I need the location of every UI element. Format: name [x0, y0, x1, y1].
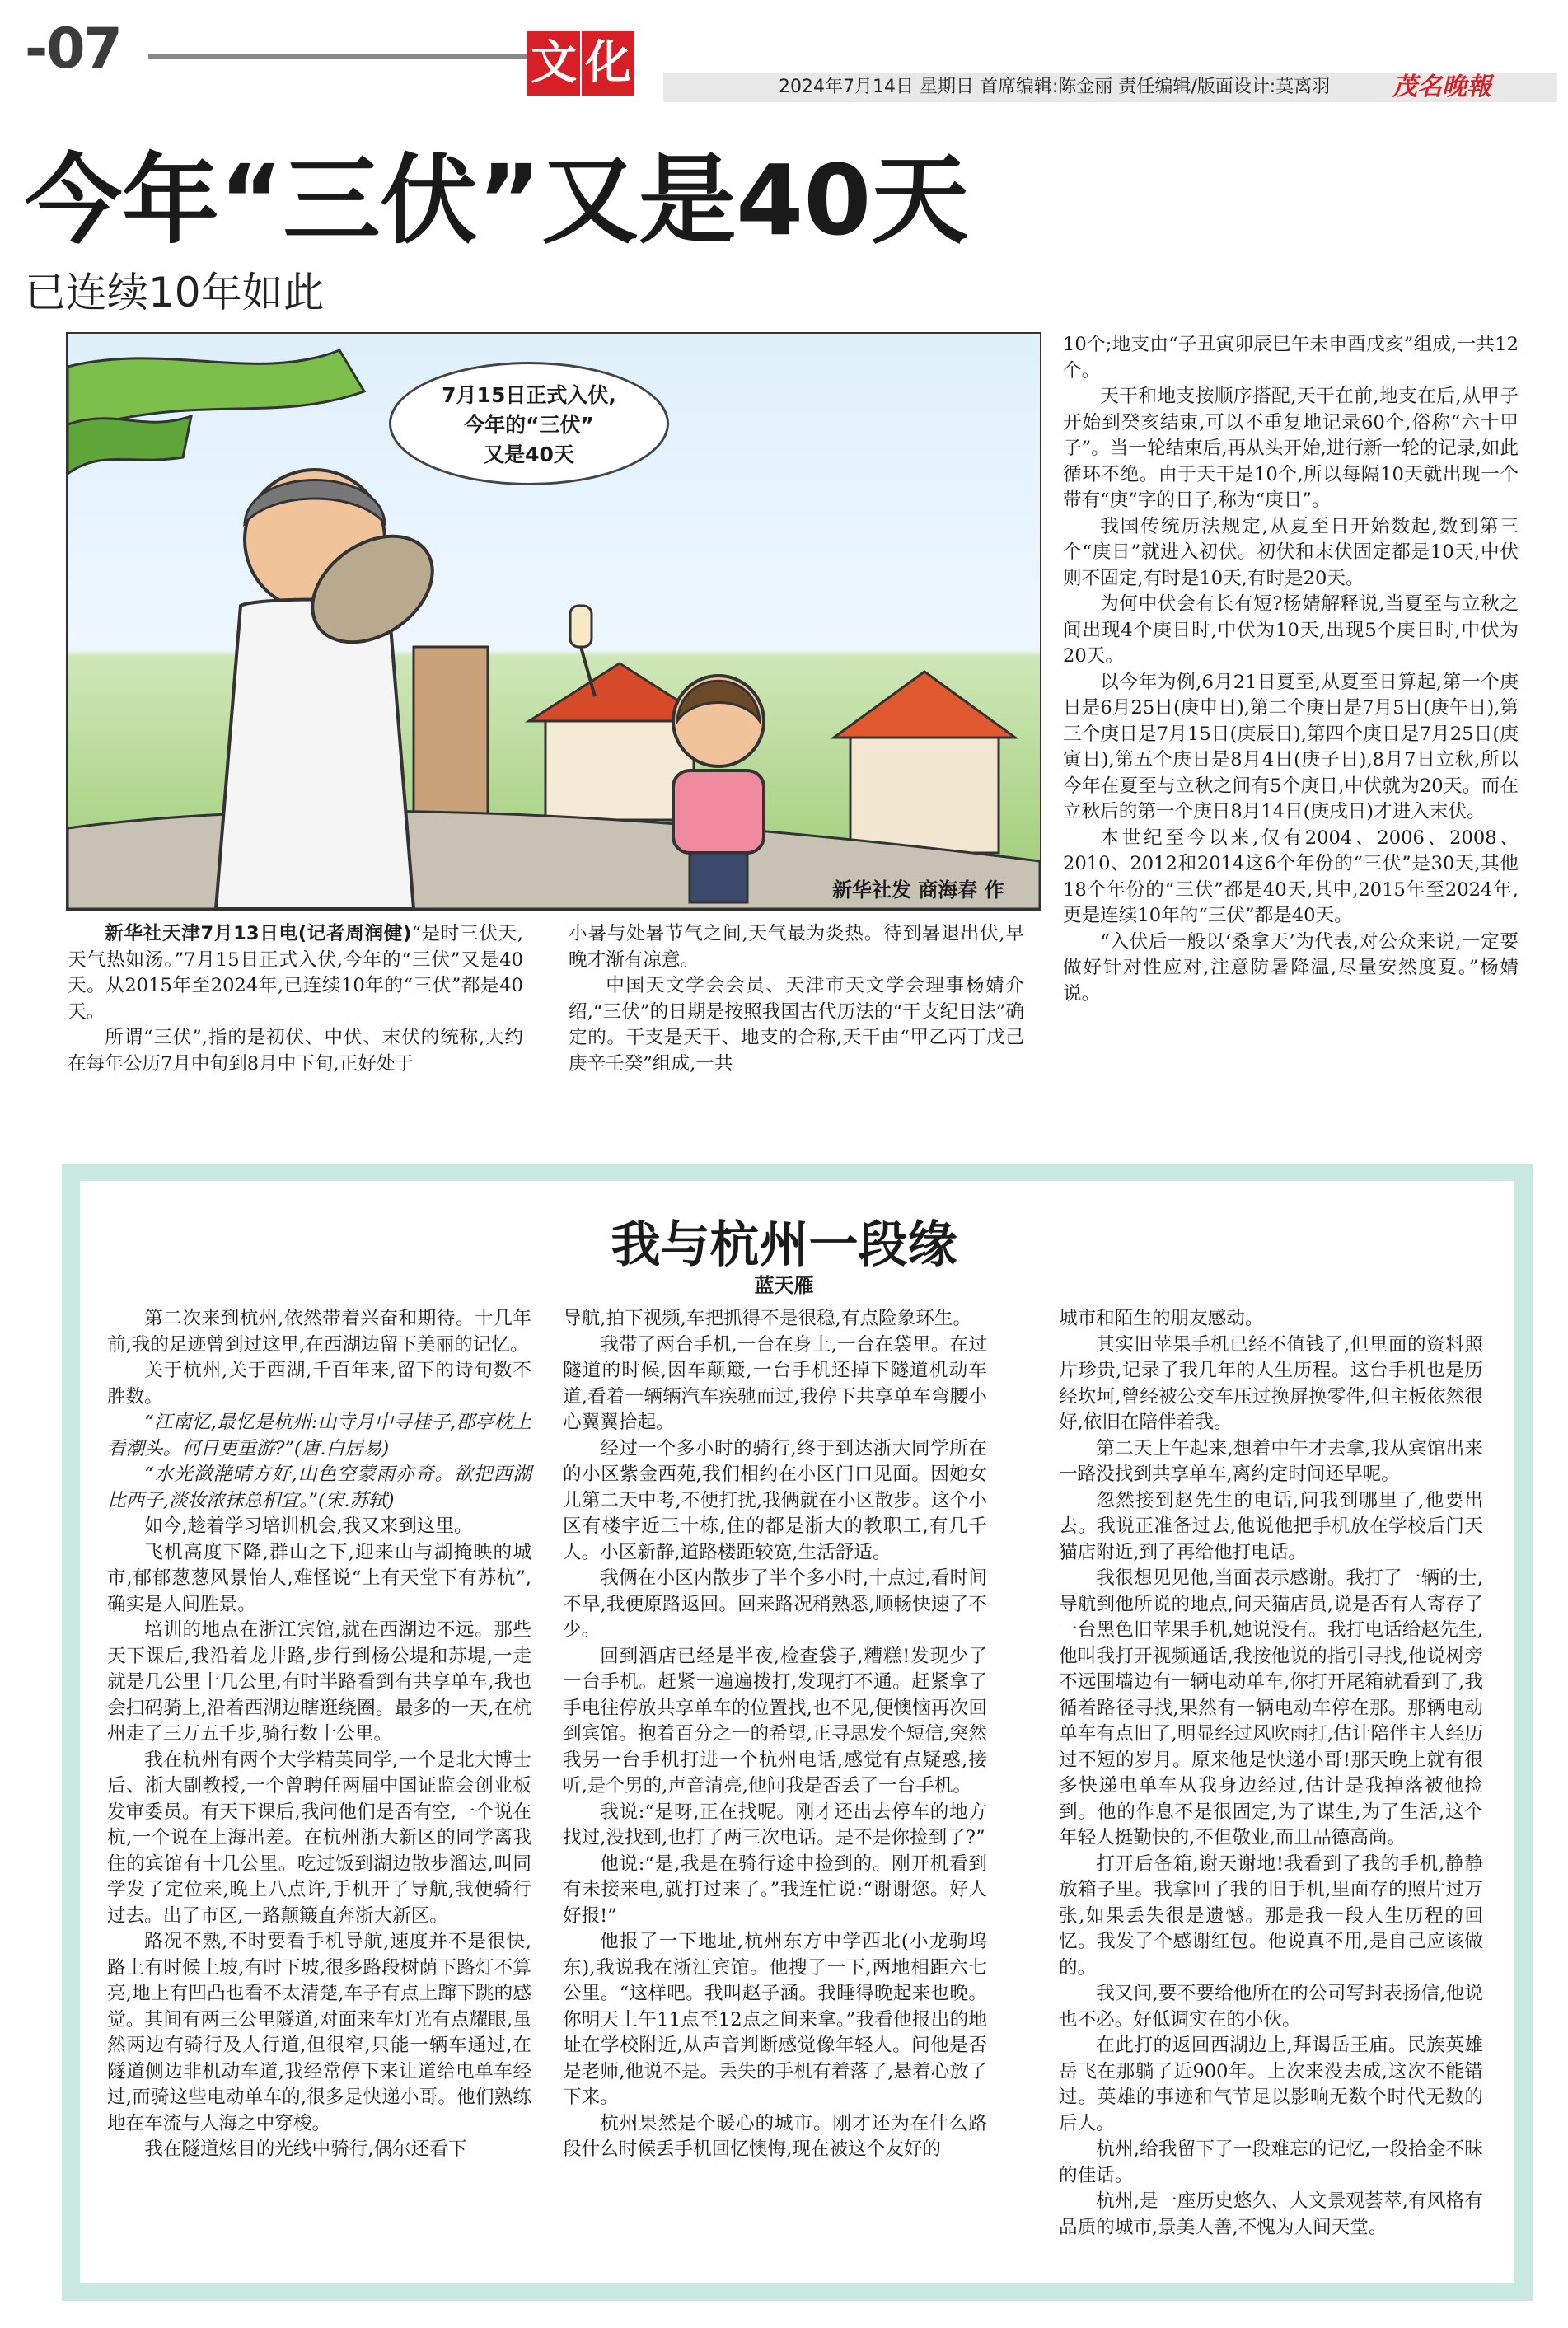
paragraph [1059, 1333, 1483, 1436]
paragraph-text: 我很想见见他,当面表示感谢。我打了一辆的士,导航到他所说的地点,问天猫店员,说是否有人寄存了一台黑色旧苹果手机,她说没有。我打电话给赵先生,他叫我打开视频通话,我按他说的指引寻找,他说树旁不远围墙边有一辆电动单车,你打开尾箱就看到了,我循着路径寻找,果然有一辆电动车停在那。那辆电动单车有点旧了,明显经过风吹雨打,估计陪伴主人经历过不短的岁月。原来他是快递小哥!那天晚上就有很多快递电单车从我身边经过,估计是我掉落被他捡到。他的作息不是很固定,为了谋生,为了生活,这个年轻人挺勤快的,不但敬业,而且品德高尚。 [1059, 1567, 1483, 1848]
paragraph-text: 关于杭州,关于西湖,千百年来,留下的诗句数不胜数。 [107, 1360, 531, 1408]
paragraph-text: 以今年为例,6月21日夏至,从夏至日算起,第一个庚日是6月25日(庚申日),第二个庚日是7月5日(庚午日),第三个庚日是7月15日(庚辰日),第四个庚日是7月25日(庚寅日),第五个庚日是8月4日(庚子日),8月7日立秋,所以今年在夏至与立秋之间有5个庚日,中伏就为20天。而在立秋后的第一个庚日8月14日(庚戌日)才进入末伏。 [1063, 671, 1519, 822]
speech-bubble [389, 362, 669, 485]
paragraph [1059, 1566, 1483, 1852]
paragraph [563, 1566, 987, 1644]
masthead-rule [148, 54, 527, 59]
paragraph [68, 921, 523, 1025]
paragraph [563, 1436, 987, 1567]
paragraph-text: 我带了两台手机,一台在身上,一台在袋里。在过隧道的时候,因车颠簸,一台手机还掉下隧道机动车道,看着一辆辆汽车疾驰而过,我停下共享单车弯腰小心翼翼拾起。 [563, 1333, 987, 1433]
paragraph-text: 他说:“是,我是在骑行途中捡到的。刚开机看到有未接来电,就打过来了。”我连忙说:“谢谢您。好人好报!” [563, 1853, 987, 1927]
paragraph [563, 1333, 987, 1436]
paragraph-text: 我国传统历法规定,从夏至日开始数起,数到第三个“庚日”就进入初伏。初伏和末伏固定都是10天,中伏则不固定,有时是10天,有时是20天。 [1063, 515, 1519, 589]
paragraph-text: 我俩在小区内散步了半个多小时,十点过,看时间不早,我便原路返回。回来路况稍熟悉,顺畅快速了不少。 [563, 1567, 987, 1641]
paragraph-text: “是时三伏天,天气热如汤。”7月15日正式入伏,今年的“三伏”又是40天。从2015年至2024年,已连续10年的“三伏”都是40天。 [68, 923, 523, 1023]
paragraph-text: 在此打的返回西湖边上,拜谒岳王庙。民族英雄岳飞在那躺了近900年。上次来没去成,这次不能错过。英雄的事迹和气节足以影响无数个时代无数的后人。 [1059, 2035, 1483, 2134]
paragraph [107, 1748, 531, 1930]
paragraph [107, 1410, 531, 1462]
paragraph [563, 1929, 987, 2111]
article1-column-1 [68, 921, 523, 1077]
paragraph-text: 杭州果然是个暖心的城市。刚才还为在什么路段什么时候丢手机回忆懊悔,现在被这个友好的 [563, 2112, 987, 2160]
paragraph [1059, 1488, 1483, 1567]
paragraph [68, 1025, 523, 1077]
paragraph [107, 2137, 531, 2163]
paragraph [563, 1644, 987, 1800]
paragraph [569, 973, 1024, 1077]
paragraph-text: “江南忆,最忆是杭州:山寺月中寻桂子,郡亭枕上看潮头。何日更重游?”(唐.白居易) [107, 1412, 531, 1459]
paragraph [569, 921, 1024, 973]
paragraph [1063, 332, 1519, 384]
paragraph [1059, 2189, 1483, 2241]
paragraph [1063, 670, 1519, 826]
paragraph-text: 飞机高度下降,群山之下,迎来山与湖掩映的城市,郁郁葱葱风景怡人,难怪说“上有天堂下有苏杭”,确实是人间胜景。 [107, 1541, 531, 1615]
paragraph [1059, 1436, 1483, 1488]
paragraph-text: 第二天上午起来,想着中午才去拿,我从宾馆出来一路没找到共享单车,离约定时间还早呢。 [1059, 1437, 1483, 1485]
paragraph-text: 我又问,要不要给他所在的公司写封表扬信,他说也不必。好低调实在的小伙。 [1059, 1983, 1483, 2031]
paragraph [107, 1306, 531, 1358]
article2-column-3 [1059, 1306, 1483, 2241]
paragraph-text: 回到酒店已经是半夜,检查袋子,糟糕!发现少了一台手机。赶紧一遍遍拨打,发现打不通。赶紧拿了手电往停放共享单车的位置找,也不见,便懊恼再次回到宾馆。抱着百分之一的希望,正寻思发个短信,突然我另一台手机打进一个杭州电话,感觉有点疑惑,接听,是个男的,声音清亮,他问我是否丢了一台手机。 [563, 1645, 987, 1796]
page-number: -07 [25, 16, 121, 82]
dateline-lead: 新华社天津7月13日电(记者周润健) [105, 923, 412, 944]
paragraph-text: 中国天文学会会员、天津市天文学会理事杨婧介绍,“三伏”的日期是按照我国古代历法的“干支纪日法”确定的。干支是天干、地支的合称,天干由“甲乙丙丁戊己庚辛壬癸”组成,一共 [569, 975, 1024, 1075]
paragraph [1059, 1981, 1483, 2033]
paragraph [563, 1800, 987, 1852]
paragraph [1063, 826, 1519, 930]
article2-headline: 我与杭州一段缘 [611, 1216, 957, 1274]
cartoon-illustration [66, 332, 1041, 911]
cartoon-credit: 新华社发 商海春 作 [832, 878, 1004, 902]
paragraph-text: 如今,趁着学习培训机会,我又来到这里。 [144, 1515, 473, 1537]
headline: 今年“三伏”又是40天 [25, 143, 969, 257]
paragraph [1063, 514, 1519, 593]
paragraph-text: 我说:“是呀,正在找呢。刚才还出去停车的地方找过,没找到,也打了两三次电话。是不是你捡到了?” [563, 1801, 987, 1848]
paragraph [107, 1514, 531, 1540]
article2-author: 蓝天雁 [754, 1274, 814, 1297]
paragraph [107, 1618, 531, 1748]
paragraph-text: 所谓“三伏”,指的是初伏、中伏、末伏的统称,大约在每年公历7月中旬到8月中下旬,正好处于 [68, 1027, 523, 1075]
newspaper-logo: 茂名晚報 [1392, 73, 1491, 101]
paragraph-text: “入伏后一般以‘桑拿天’为代表,对公众来说,一定要做好针对性应对,注意防暑降温,尽量安然度夏。”杨婧说。 [1063, 930, 1519, 1005]
section-char-1: 文 [527, 31, 580, 96]
bubble-line-1: 7月15日正式入伏, [442, 383, 616, 407]
paragraph-text: 打开后备箱,谢天谢地!我看到了我的手机,静静放箱子里。我拿回了我的旧手机,里面存的照片过万张,如果丢失很是遗憾。那是我一段人生历程的回忆。我发了个感谢红包。他说真不用,是自己应该做的。 [1059, 1853, 1483, 1979]
bubble-line-3: 又是40天 [484, 443, 574, 466]
paragraph-text: 忽然接到赵先生的电话,问我到哪里了,他要出去。我说正准备过去,他说他把手机放在学校后门天猫店附近,到了再给他打电话。 [1059, 1489, 1483, 1563]
paragraph [107, 1462, 531, 1514]
paragraph-text: 为何中伏会有长有短?杨婧解释说,当夏至与立秋之间出现4个庚日时,中伏为10天,出现5个庚日时,中伏为20天。 [1063, 593, 1519, 667]
paragraph [1063, 930, 1519, 1008]
paragraph-text: 10个;地支由“子丑寅卯辰巳午未申酉戌亥”组成,一共12个。 [1063, 334, 1519, 382]
paragraph [107, 1540, 531, 1618]
paragraph-text: 我在杭州有两个大学精英同学,一个是北大博士后、浙大副教授,一个曾聘任两届中国证监会创业板发审委员。有天下课后,我问他们是否有空,一个说在杭,一个说在上海出差。在杭州浙大新区的同学离我住的宾馆有十几公里。吃过饭到湖边散步溜达,叫同学发了定位来,晚上八点许,手机开了导航,我便骑行过去。出了市区,一路颠簸直奔浙大新区。 [107, 1749, 531, 1927]
paragraph-text: 培训的地点在浙江宾馆,就在西湖边不远。那些天下课后,我沿着龙井路,步行到杨公堤和苏堤,一走就是几公里十几公里,有时半路看到有共享单车,我也会扫码骑上,沿着西湖边瞎逛绕圈。最多的一天,在杭州走了三万五千步,骑行数十公里。 [107, 1619, 531, 1745]
paragraph [563, 2111, 987, 2163]
paragraph [1063, 592, 1519, 670]
paragraph-text: 本世纪至今以来,仅有2004、2006、2008、2010、2012和2014这6个年份的“三伏”是30天,其他18个年份的“三伏”都是40天,其中,2015年至2024年,更是连续10年的“三伏”都是40天。 [1063, 827, 1519, 926]
paragraph-text: 第二次来到杭州,依然带着兴奋和期待。十几年前,我的足迹曾到过这里,在西湖边留下美丽的记忆。 [107, 1308, 531, 1356]
paragraph [107, 1358, 531, 1410]
paragraph [1063, 384, 1519, 514]
article2-column-1 [107, 1306, 531, 2163]
dateline: 2024年7月14日 星期日 首席编辑:陈金丽 责任编辑/版面设计:莫离羽 [663, 73, 1557, 102]
paragraph-text: “水光潋滟晴方好,山色空蒙雨亦奇。欲把西湖比西子,淡妆浓抹总相宜。”(宋.苏轼) [107, 1464, 531, 1511]
paragraph-text: 他报了一下地址,杭州东方中学西北(小龙驹坞东),我说我在浙江宾馆。他搜了一下,两地相距六七公里。“这样吧。我叫赵子涵。我睡得晚起来也晚。你明天上午11点至12点之间来拿。”我看他报出的地址在学校附近,从声音判断感觉像年轻人。问他是否是老师,他说不是。丢失的手机有着落了,悬着心放了下来。 [563, 1931, 987, 2108]
section-char-2: 化 [582, 31, 634, 96]
paragraph [563, 1852, 987, 1930]
bubble-line-2: 今年的“三伏” [464, 413, 594, 437]
paragraph [107, 1929, 531, 2137]
paragraph-text: 天干和地支按顺序搭配,天干在前,地支在后,从甲子开始到癸亥结束,可以不重复地记录60个,俗称“六十甲子”。当一轮结束后,再从头开始,进行新一轮的记录,如此循环不绝。由于天干是10个,所以每隔10天就出现一个带有“庚”字的日子,称为“庚日”。 [1063, 386, 1519, 511]
paragraph-text: 小暑与处暑节气之间,天气最为炎热。待到暑退出伏,早晚才渐有凉意。 [569, 923, 1024, 971]
paragraph [1059, 2033, 1483, 2137]
paragraph-text: 杭州,是一座历史悠久、人文景观荟萃,有风格有品质的城市,景美人善,不愧为人间天堂。 [1059, 2190, 1483, 2238]
paragraph-text: 经过一个多小时的骑行,终于到达浙大同学所在的小区紫金西苑,我们相约在小区门口见面。因她女儿第二天中考,不便打扰,我俩就在小区散步。这个小区有楼宇近三十栋,住的都是浙大的教职工,有几千人。小区新静,道路楼距较宽,生活舒适。 [563, 1437, 987, 1563]
paragraph-text: 杭州,给我留下了一段难忘的记忆,一段拾金不昧的佳话。 [1059, 2138, 1483, 2186]
paragraph [563, 1306, 987, 1333]
article1-column-3 [1063, 332, 1519, 1007]
paragraph-text: 我在隧道炫目的光线中骑行,偶尔还看下 [144, 2138, 467, 2160]
paragraph-text: 导航,拍下视频,车把抓得不是很稳,有点险象环生。 [563, 1308, 972, 1329]
paragraph-text: 其实旧苹果手机已经不值钱了,但里面的资料照片珍贵,记录了我几年的人生历程。这台手机也是历经坎坷,曾经被公交车压过换屏换零件,但主板依然很好,依旧在陪伴着我。 [1059, 1333, 1483, 1433]
paragraph-text: 路况不熟,不时要看手机导航,速度并不是很快,路上有时候上坡,有时下坡,很多路段树荫下路灯不算亮,地上有凹凸也看不太清楚,车子有点上蹿下跳的感觉。其间有两三公里隧道,对面来车灯光有点耀眼,虽然两边有骑行及人行道,但很窄,只能一辆车通过,在隧道侧边非机动车道,我经常停下来让道给电单车经过,而骑这些电动单车的,很多是快递小哥。他们熟练地在车流与人海之中穿梭。 [107, 1931, 531, 2134]
paragraph [1059, 2137, 1483, 2189]
subheadline: 已连续10年如此 [25, 269, 325, 316]
article2-column-2 [563, 1306, 987, 2163]
paragraph [1059, 1306, 1483, 1333]
article1-column-2 [569, 921, 1024, 1077]
paragraph [1059, 1852, 1483, 1982]
paragraph-text: 城市和陌生的朋友感动。 [1059, 1308, 1264, 1329]
